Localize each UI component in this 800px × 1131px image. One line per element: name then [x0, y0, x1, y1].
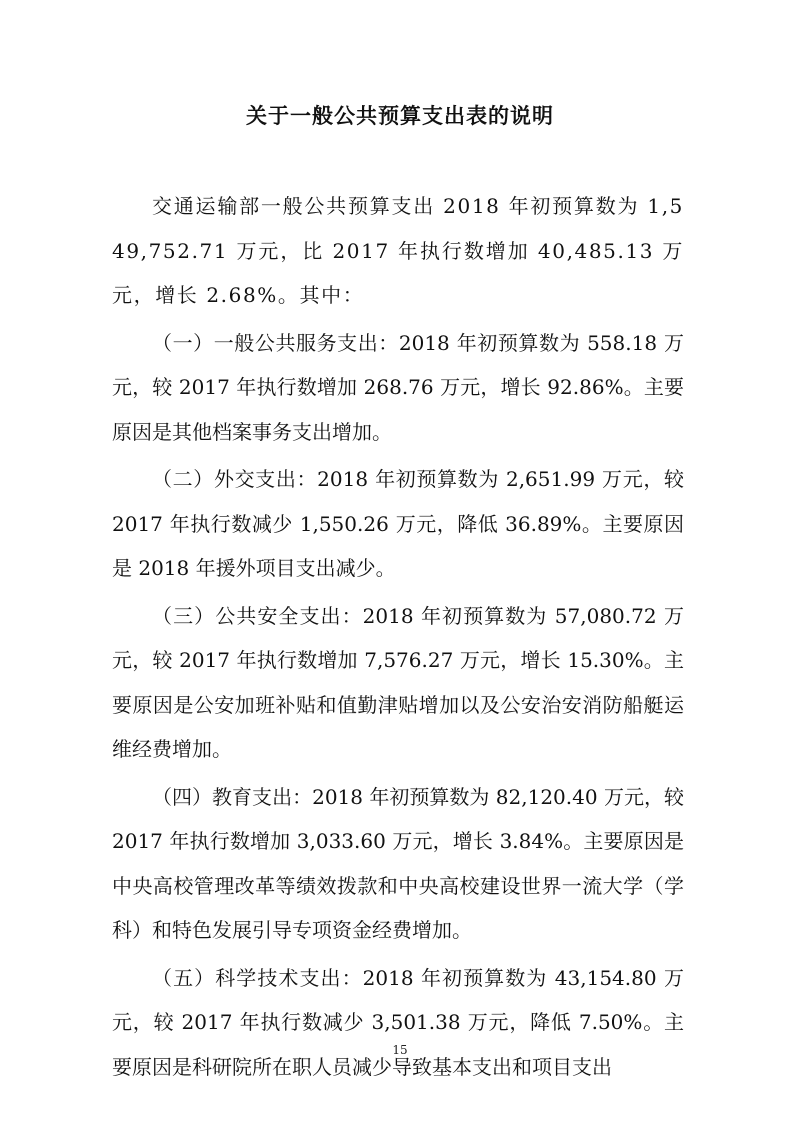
- document-body: [112, 184, 684, 1092]
- page-number: 15: [392, 1043, 408, 1057]
- document-title: 关于一般公共预算支出表的说明: [246, 103, 554, 128]
- paragraph-summary: 交通运输部一般公共预算支出 2018 年初预算数为 1,549,752.71 万元，比 2017 年执行数增加 40,485.13 万元，增长 2.68%。其中：: [112, 194, 684, 307]
- paragraph-foreign-affairs: （二）外交支出：2018 年初预算数为 2,651.99 万元，较 2017 年执行数减少 1,550.26 万元，降低 36.89%。主要原因是 2018 年援外项目支出减少。: [112, 467, 684, 580]
- paragraph-science-technology: （五）科学技术支出：2018 年初预算数为 43,154.80 万元，较 2017 年执行数减少 3,501.38 万元，降低 7.50%。主要原因是科研院所在职人员减少导致基本支出和项目支出: [112, 965, 684, 1079]
- paragraph-general-public-services: （一）一般公共服务支出：2018 年初预算数为 558.18 万元，较 2017 年执行数增加 268.76 万元，增长 92.86%。主要原因是其他档案事务支出增加。: [112, 330, 684, 444]
- paragraph-public-security: （三）公共安全支出：2018 年初预算数为 57,080.72 万元，较 2017 年执行数增加 7,576.27 万元，增长 15.30%。主要原因是公安加班补贴和值勤津贴增加以及公安治安消防船艇运维经费增加。: [112, 603, 684, 761]
- paragraph-education: （四）教育支出：2018 年初预算数为 82,120.40 万元，较 2017 年执行数增加 3,033.60 万元，增长 3.84%。主要原因是中央高校管理改革等绩效拨款和中央高校建设世界一流大学（学科）和特色发展引导专项资金经费增加。: [112, 784, 684, 942]
